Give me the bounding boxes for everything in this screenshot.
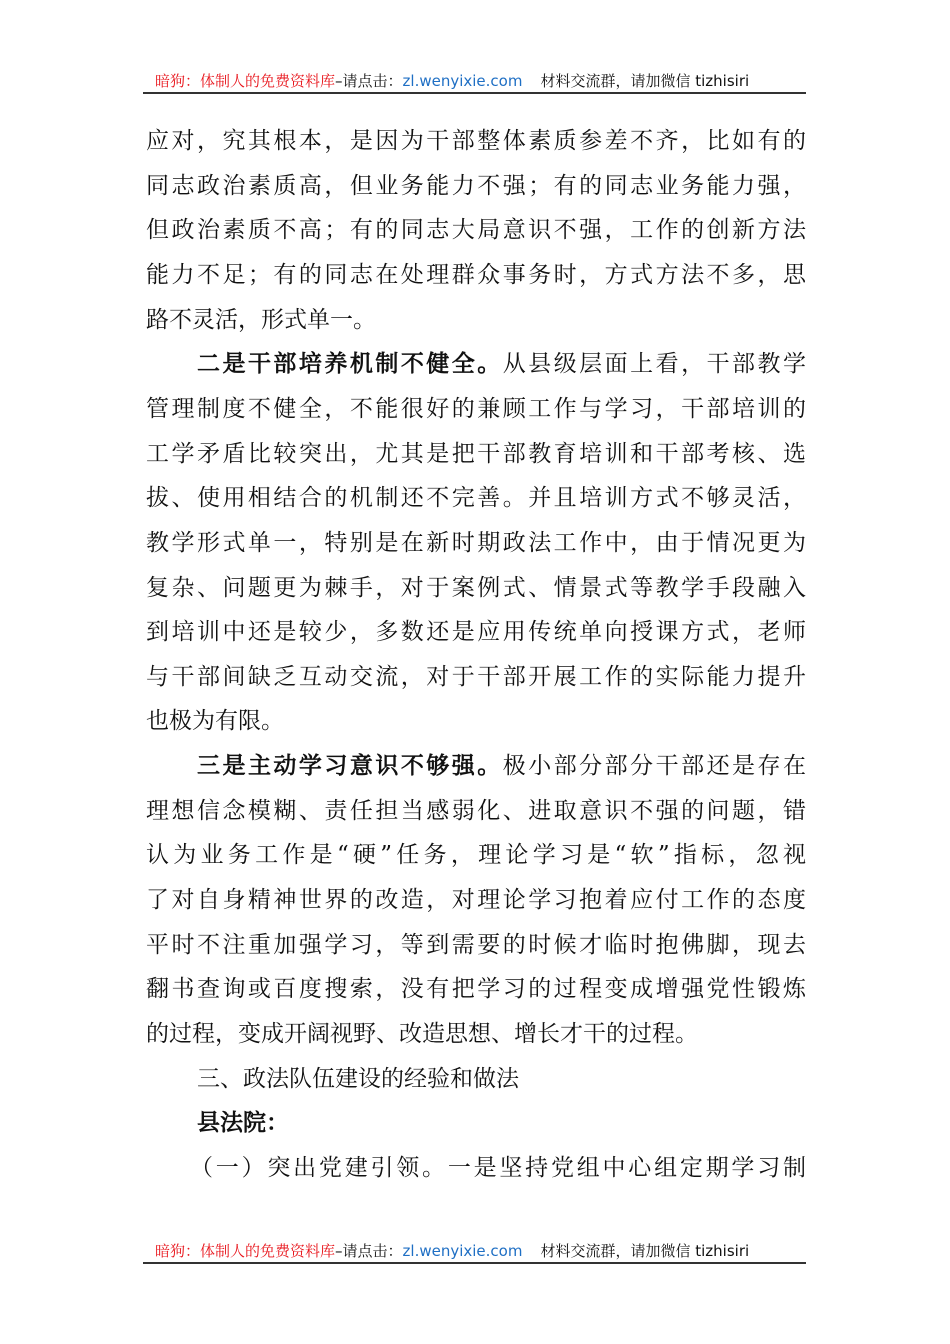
line-text: 但政治素质不高；有的同志大局意识不强，工作的创新方法 (146, 217, 806, 244)
line-text: 的过程，变成开阔视野、改造思想、增长才干的过程。 (146, 1021, 698, 1047)
footer-brand: 暗狗：体制人的免费资料库 (155, 1242, 336, 1260)
text-line (146, 302, 806, 338)
line-text: 工学矛盾比较突出，尤其是把干部教育培训和干部考核、选 (146, 440, 806, 467)
text-line (197, 346, 806, 382)
text-line (146, 614, 806, 650)
text-line (146, 525, 806, 561)
line-text: 认为业务工作是“硬”任务，理论学习是“软”指标，忽视 (146, 842, 806, 869)
text-line (146, 659, 806, 695)
line-text: 应对，究其根本，是因为干部整体素质参差不齐，比如有的 (146, 128, 806, 154)
footer-rule (143, 1262, 806, 1264)
footer-link[interactable]: zl.wenyixie.com (402, 1242, 523, 1260)
footer-prompt: –请点击： (335, 1242, 403, 1260)
line-text: 教学形式单一，特别是在新时期政法工作中，由于情况更为 (146, 529, 806, 556)
page-footer (143, 1239, 806, 1263)
text-line (146, 212, 806, 248)
line-text: 了对自身精神世界的改造，对理论学习抱着应付工作的态度 (146, 887, 806, 914)
line-text: 管理制度不健全，不能很好的兼顾工作与学习，干部培训的 (146, 395, 806, 422)
text-line (146, 927, 806, 963)
line-text: 拔、使用相结合的机制还不完善。并且培训方式不够灵活， (146, 485, 806, 512)
text-line (146, 793, 806, 829)
header-rule (143, 92, 806, 94)
line-text: 平时不注重加强学习，等到需要的时候才临时抱佛脚，现去 (146, 931, 806, 958)
header-link[interactable]: zl.wenyixie.com (402, 72, 523, 90)
text-line (146, 882, 806, 918)
footer-note: 材料交流群，请加微信 tizhisiri (540, 1242, 750, 1260)
subsection-heading (197, 1105, 806, 1141)
text-line (146, 123, 806, 159)
header-prompt: –请点击： (335, 72, 403, 90)
text-line (146, 837, 806, 873)
text-line (146, 257, 806, 293)
text-line (190, 1150, 806, 1186)
line-text: 路不灵活，形式单一。 (146, 306, 376, 333)
header-brand: 暗狗：体制人的免费资料库 (155, 72, 336, 90)
text-line (146, 971, 806, 1007)
text-line (146, 436, 806, 472)
line-text: 能力不足；有的同志在处理群众事务时，方式方法不多，思 (146, 261, 806, 288)
text-line (146, 1016, 806, 1052)
line-text: 同志政治素质高，但业务能力不强；有的同志业务能力强， (146, 172, 806, 199)
line-text: 极小部分部分干部还是存在 (502, 753, 807, 780)
line-text: 复杂、问题更为棘手，对于案例式、情景式等教学手段融入 (146, 574, 806, 601)
line-text: 三、政法队伍建设的经验和做法 (197, 1065, 519, 1092)
text-line (146, 168, 806, 204)
line-text: 从县级层面上看，干部教学 (502, 351, 807, 378)
text-line (146, 570, 806, 606)
page-header (143, 69, 806, 93)
paragraph-lead: 三是主动学习意识不够强。 (197, 753, 503, 780)
line-text: 与干部间缺乏互动交流，对于干部开展工作的实际能力提升 (146, 663, 806, 690)
line-text: （一）突出党建引领。一是坚持党组中心组定期学习制 (190, 1154, 806, 1181)
line-text: 翻书查询或百度搜索，没有把学习的过程变成增强党性锻炼 (146, 976, 806, 1003)
text-line (197, 748, 806, 784)
paragraph-lead: 二是干部培养机制不健全。 (197, 351, 503, 378)
line-text: 县法院： (197, 1110, 289, 1137)
text-line (146, 391, 806, 427)
text-line (146, 703, 806, 739)
text-line (146, 480, 806, 516)
header-note: 材料交流群，请加微信 tizhisiri (540, 72, 750, 90)
line-text: 也极为有限。 (146, 708, 284, 735)
line-text: 理想信念模糊、责任担当感弱化、进取意识不强的问题，错 (146, 797, 806, 824)
section-heading (197, 1061, 806, 1097)
line-text: 到培训中还是较少，多数还是应用传统单向授课方式，老师 (146, 619, 806, 646)
